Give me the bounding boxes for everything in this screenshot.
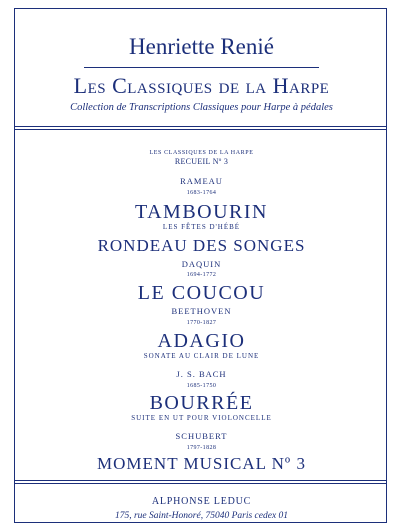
author-name: Henriette Renié <box>129 34 274 59</box>
composer-dates: 1694-1772 <box>186 272 217 278</box>
divider-top <box>84 67 319 68</box>
composer-dates: 1683-1764 <box>186 190 217 196</box>
series-title: Les Classiques de la Harpe <box>73 73 330 98</box>
piece-subtitle: SONATE AU CLAIR DE LUNE <box>143 352 260 360</box>
recueil-heading: LES CLASSIQUES DE LA HARPE <box>149 150 254 156</box>
piece-title: TAMBOURIN <box>134 201 268 223</box>
piece-subtitle: SUITE EN UT POUR VIOLONCELLE <box>131 414 272 422</box>
publisher-name: ALPHONSE LEDUC <box>151 496 252 507</box>
divider-bottom <box>14 480 387 481</box>
recueil-number: RECUEIL Nº 3 <box>174 157 229 166</box>
composer-name: BEETHOVEN <box>171 306 232 316</box>
publisher-address: 175, rue Saint-Honoré, 75040 Paris cedex 01 <box>114 511 289 521</box>
composer-name: SCHUBERT <box>175 431 228 441</box>
composer-name: RAMEAU <box>180 176 223 186</box>
composer-dates: 1770-1827 <box>186 320 217 326</box>
piece-subtitle: LES FÊTES D'HÉBÉ <box>162 223 241 231</box>
piece-title: RONDEAU DES SONGES <box>97 236 306 255</box>
piece-title: BOURRÉE <box>149 392 254 414</box>
divider-main <box>14 126 387 127</box>
collection-subtitle: Collection de Transcriptions Classiques pour Harpe à pédales <box>70 102 333 113</box>
divider-bottom-double <box>14 483 387 484</box>
piece-title: ADAGIO <box>157 330 246 352</box>
divider-main-double <box>14 129 387 130</box>
composer-dates: 1685-1750 <box>186 383 217 389</box>
composer-dates: 1797-1828 <box>186 445 217 451</box>
composer-name: DAQUIN <box>181 259 222 269</box>
composer-name: J. S. BACH <box>176 369 227 379</box>
piece-title: LE COUCOU <box>137 282 266 304</box>
piece-title: MOMENT MUSICAL Nº 3 <box>97 454 306 473</box>
